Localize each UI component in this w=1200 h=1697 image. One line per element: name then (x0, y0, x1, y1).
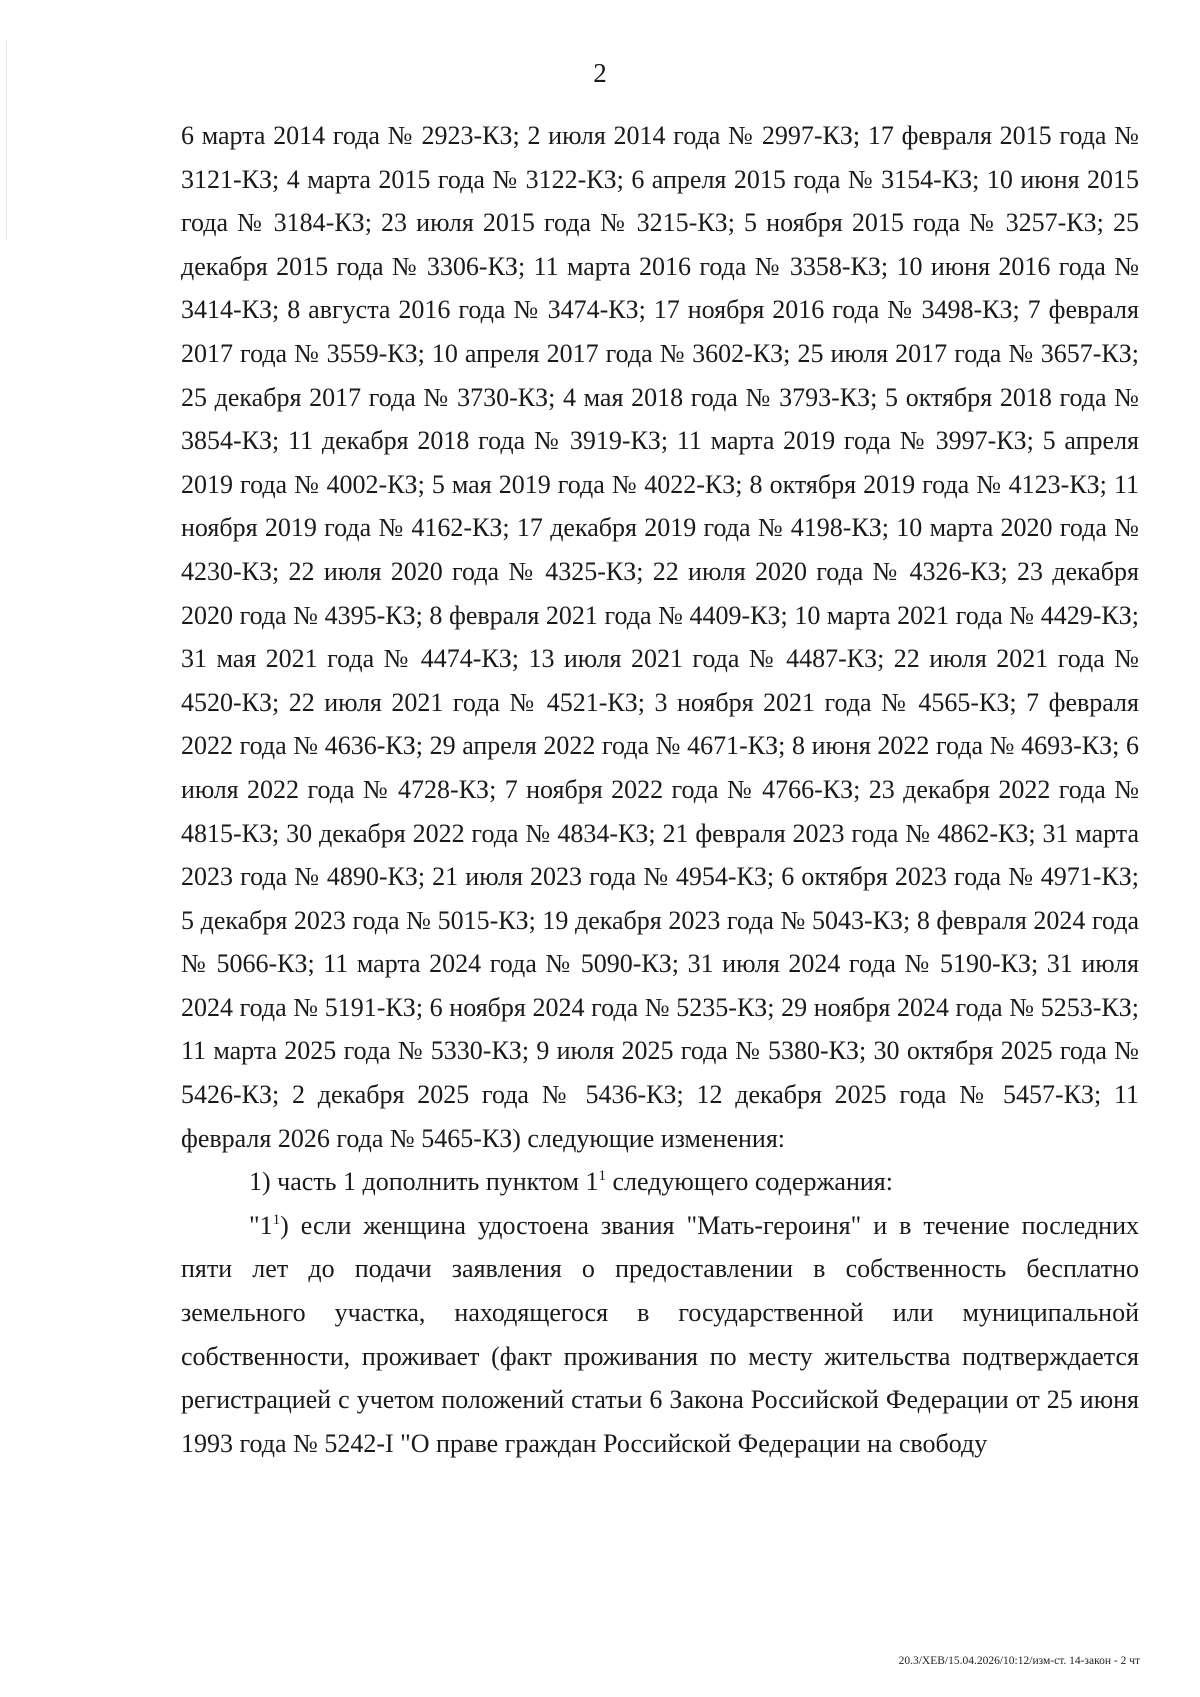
item-1-text-end: следующего содержания: (605, 1167, 893, 1197)
quoted-clause-open: "1 (249, 1210, 273, 1240)
item-1-paragraph (181, 1160, 1139, 1204)
item-1-text: 1) часть 1 дополнить пунктом 1 (249, 1167, 599, 1197)
footer-document-code: 20.3/ХЕВ/15.04.2026/10:12/изм-ст. 14-закон - 2 чт (898, 1655, 1140, 1667)
quoted-clause-paragraph (181, 1204, 1139, 1466)
quoted-clause-text: ) если женщина удостоена звания "Мать-героиня" и в течение последних пяти лет до подачи заявления о предоставлении в собственность бесплатно земельного участка, находящегося в государственной или муниципальной собственности, проживает (факт проживания по месту жительства подтверждается регистрацией с учетом положений статьи 6 Закона Российской Федерации от 25 июня 1993 года № 5242-I "О праве граждан Российской Федерации на свободу (181, 1210, 1139, 1458)
quoted-clause-superscript: 1 (272, 1211, 281, 1228)
item-1-superscript: 1 (598, 1168, 606, 1185)
amendments-list-paragraph: 6 марта 2014 года № 2923-КЗ; 2 июля 2014 года № 2997-КЗ; 17 февраля 2015 года № 3121-КЗ; 4 марта 2015 года № 3122-КЗ; 6 апреля 2015 года № 3154-КЗ; 10 июня 2015 года № 3184-КЗ; 23 июля 2015 года № 3215-КЗ; 5 ноября 2015 года № 3257-КЗ; 25 декабря 2015 года № 3306-КЗ; 11 марта 2016 года № 3358-КЗ; 10 июня 2016 года № 3414-КЗ; 8 августа 2016 года № 3474-КЗ; 17 ноября 2016 года № 3498-КЗ; 7 февраля 2017 года № 3559-КЗ; 10 апреля 2017 года № 3602-КЗ; 25 июля 2017 года № 3657-КЗ; 25 декабря 2017 года № 3730-КЗ; 4 мая 2018 года № 3793-КЗ; 5 октября 2018 года № 3854-КЗ; 11 декабря 2018 года № 3919-КЗ; 11 марта 2019 года № 3997-КЗ; 5 апреля 2019 года № 4002-КЗ; 5 мая 2019 года № 4022-КЗ; 8 октября 2019 года № 4123-КЗ; 11 ноября 2019 года № 4162-КЗ; 17 декабря 2019 года № 4198-КЗ; 10 марта 2020 года № 4230-КЗ; 22 июля 2020 года № 4325-КЗ; 22 июля 2020 года № 4326-КЗ; 23 декабря 2020 года № 4395-КЗ; 8 февраля 2021 года № 4409-КЗ; 10 марта 2021 года № 4429-КЗ; 31 мая 2021 года № 4474-КЗ; 13 июля 2021 года № 4487-КЗ; 22 июля 2021 года № 4520-КЗ; 22 июля 2021 года № 4521-КЗ; 3 ноября 2021 года № 4565-КЗ; 7 февраля 2022 года № 4636-КЗ; 29 апреля 2022 года № 4671-КЗ; 8 июня 2022 года № 4693-КЗ; 6 июля 2022 года № 4728-КЗ; 7 ноября 2022 года № 4766-КЗ; 23 декабря 2022 года № 4815-КЗ; 30 декабря 2022 года № 4834-КЗ; 21 февраля 2023 года № 4862-КЗ; 31 марта 2023 года № 4890-КЗ; 21 июля 2023 года № 4954-КЗ; 6 октября 2023 года № 4971-КЗ; 5 декабря 2023 года № 5015-КЗ; 19 декабря 2023 года № 5043-КЗ; 8 февраля 2024 года № 5066-КЗ; 11 марта 2024 года № 5090-КЗ; 31 июля 2024 года № 5190-КЗ; 31 июля 2024 года № 5191-КЗ; 6 ноября 2024 года № 5235-КЗ; 29 ноября 2024 года № 5253-КЗ; 11 марта 2025 года № 5330-КЗ; 9 июля 2025 года № 5380-КЗ; 30 октября 2025 года № 5426-КЗ; 2 декабря 2025 года № 5436-КЗ; 12 декабря 2025 года № 5457-КЗ; 11 февраля 2026 года № 5465-КЗ) следующие изменения: (181, 121, 1139, 1153)
document-body (181, 114, 1139, 1465)
page-number: 2 (593, 58, 607, 88)
